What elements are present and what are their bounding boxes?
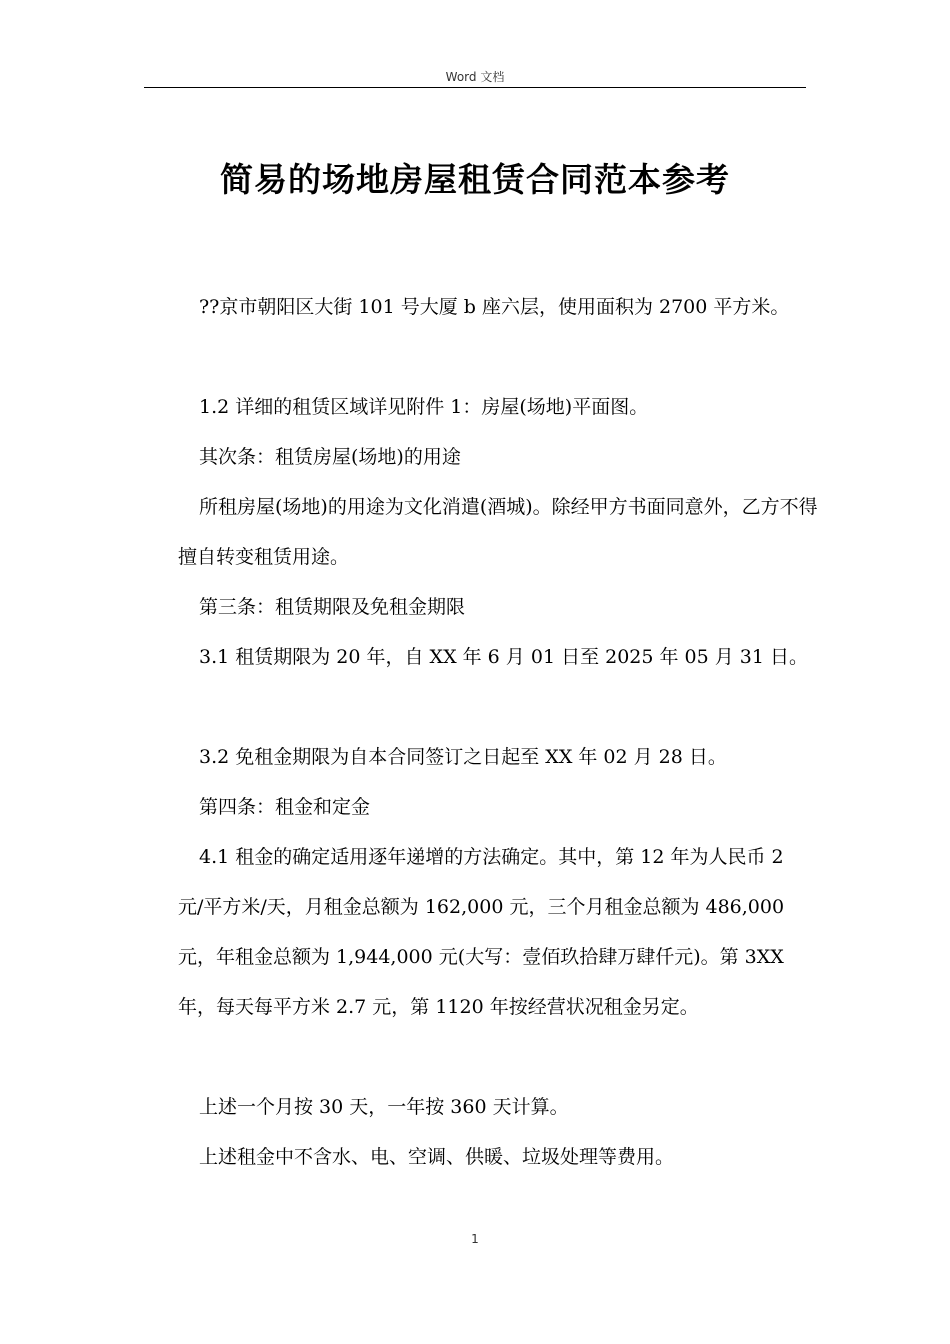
paragraph-clause-4-1: 4.1 租金的确定适用逐年递增的方法确定。其中，第 12 年为人民币 2 元/平方米/天，月租金总额为 162,000 元，三个月租金总额为 486,000 元，年租金总额为 1,944,000 元(大写：壹佰玖拾肆万肆仟元)。第 3XX 年，每天每平方米 2.7 元，第 1120 年按经营状况租金另定。 [178,846,785,1018]
paragraph-month-note: 上述一个月按 30 天，一年按 360 天计算。 [199,1096,569,1118]
header-divider [144,87,806,88]
paragraph-usage: 所租房屋(场地)的用途为文化消遣(酒城)。除经甲方书面同意外，乙方不得擅自转变租赁用途。 [178,496,818,568]
paragraph-fees-note: 上述租金中不含水、电、空调、供暖、垃圾处理等费用。 [199,1146,675,1168]
paragraph-clause-3-2: 3.2 免租金期限为自本合同签订之日起至 XX 年 02 月 28 日。 [199,746,727,768]
paragraph-article-2-heading: 其次条：租赁房屋(场地)的用途 [199,446,461,468]
document-title: 简易的场地房屋租赁合同范本参考 [220,160,730,199]
paragraph-location: ??京市朝阳区大街 101 号大厦 b 座六层，使用面积为 2700 平方米。 [199,296,790,318]
page-header-label: Word 文档 [445,70,505,84]
page-number: 1 [471,1232,479,1246]
paragraph-clause-1-2: 1.2 详细的租赁区域详见附件 1：房屋(场地)平面图。 [199,396,649,418]
paragraph-article-4-heading: 第四条：租金和定金 [199,796,371,818]
paragraph-article-3-heading: 第三条：租赁期限及免租金期限 [199,596,466,618]
paragraph-clause-3-1: 3.1 租赁期限为 20 年，自 XX 年 6 月 01 日至 2025 年 05 月 31 日。 [199,646,809,668]
